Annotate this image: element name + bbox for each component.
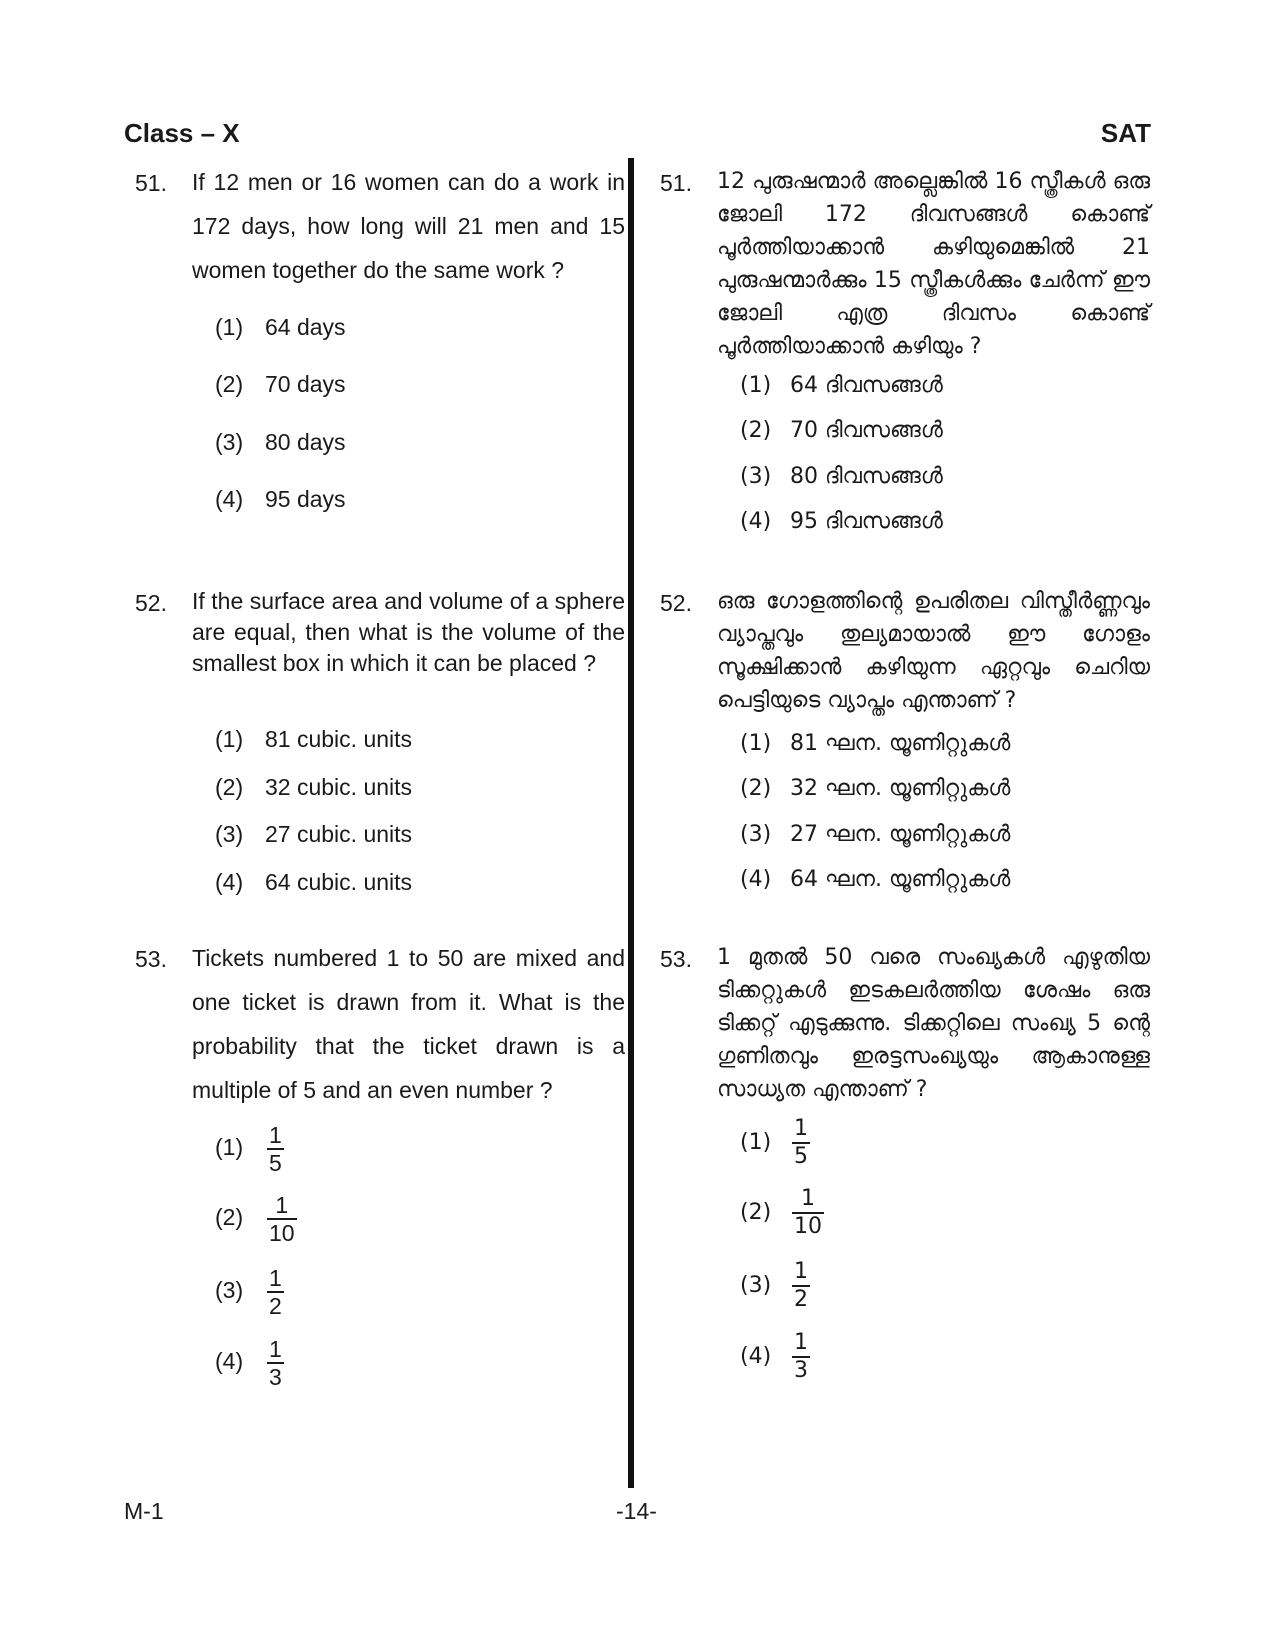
- question-text: If the surface area and volume of a sphere are equal, then what is the volume of the smallest box in which it can be placed ?: [192, 588, 625, 676]
- option-1[interactable]: (1) $\frac{1}{5}$: [740, 1116, 808, 1169]
- fraction: $\frac{1}{5}$: [794, 1116, 808, 1169]
- option-4[interactable]: (4) 64 cubic. units: [215, 869, 413, 895]
- option-4[interactable]: (4) 95 ദിവസങ്ങൾ: [740, 509, 943, 534]
- question-number: 52.: [135, 590, 167, 616]
- option-4[interactable]: (4) 95 days: [215, 486, 346, 512]
- question-number: 52.: [660, 590, 692, 616]
- question-number: 53.: [660, 946, 692, 972]
- option-4[interactable]: (4) $\frac{1}{3}$: [215, 1336, 282, 1390]
- column-divider: [628, 158, 634, 1488]
- option-1[interactable]: (1) $\frac{1}{5}$: [215, 1122, 282, 1176]
- option-2[interactable]: (2) 70 days: [215, 371, 346, 397]
- fraction: $\frac{1}{3}$: [269, 1336, 282, 1390]
- option-2[interactable]: (2) 32 cubic. units: [215, 774, 413, 800]
- exam-header: SAT: [1100, 118, 1151, 148]
- question-text: ഒരു ഗോളത്തിന്റെ ഉപരിതല വിസ്തീർണ്ണവും വ്യാപ്തവും തുല്യമായാൽ ഈ ഗോളം സൂക്ഷിക്കാൻ കഴിയുന്ന ഏറ്റവും ചെറിയ പെട്ടിയുടെ വ്യാപ്തം എന്താണ് ?: [717, 589, 1150, 713]
- paper-code: M-1: [124, 1498, 164, 1524]
- question-text: Tickets numbered 1 to 50 are mixed and one ticket is drawn from it. What is the probability that the ticket drawn is a multiple of 5 and an even number ?: [192, 945, 625, 1103]
- option-3[interactable]: (3) $\frac{1}{2}$: [740, 1259, 808, 1312]
- option-3[interactable]: (3) $\frac{1}{2}$: [215, 1265, 282, 1319]
- option-2[interactable]: (2) $\frac{1}{10}$: [215, 1192, 295, 1246]
- page-number: -14-: [616, 1498, 657, 1524]
- option-1[interactable]: (1) 64 ദിവസങ്ങൾ: [740, 373, 943, 398]
- question-text: 12 പുരുഷന്മാർ അല്ലെങ്കിൽ 16 സ്ത്രീകൾ ഒരു ജോലി 172 ദിവസങ്ങൾ കൊണ്ട് പൂർത്തിയാക്കാൻ കഴിയുമെങ്കിൽ 21 പുരുഷന്മാർക്കും 15 സ്ത്രീകൾക്കും ചേർന്ന് ഈ ജോലി എത്ര ദിവസം കൊണ്ട് പൂർത്തിയാക്കാൻ കഴിയും ?: [717, 169, 1150, 359]
- class-header: Class – X: [124, 118, 240, 148]
- question-text: If 12 men or 16 women can do a work in 172 days, how long will 21 men and 15 women together do the same work ?: [192, 169, 625, 283]
- option-2[interactable]: (2) 70 ദിവസങ്ങൾ: [740, 418, 943, 443]
- fraction: $\frac{1}{5}$: [269, 1122, 282, 1176]
- option-2[interactable]: (2) 32 ഘന. യൂണിറ്റുകൾ: [740, 776, 1011, 801]
- question-number: 53.: [135, 946, 167, 972]
- option-1[interactable]: (1) 64 days: [215, 314, 346, 340]
- option-1[interactable]: (1) 81 ഘന. യൂണിറ്റുകൾ: [740, 731, 1011, 756]
- fraction: $\frac{1}{10}$: [794, 1186, 822, 1239]
- option-2[interactable]: (2) $\frac{1}{10}$: [740, 1186, 822, 1239]
- fraction: $\frac{1}{2}$: [269, 1265, 282, 1319]
- question-text: 1 മുതൽ 50 വരെ സംഖ്യകൾ എഴുതിയ ടിക്കറ്റുകൾ ഇടകലർത്തിയ ശേഷം ഒരു ടിക്കറ്റ് എടുക്കുന്നു. ടിക്കറ്റിലെ സംഖ്യ 5 ന്റെ ഗുണിതവും ഇരട്ടസംഖ്യയും ആകാനുള്ള സാധ്യത എന്താണ് ?: [717, 945, 1150, 1102]
- question-number: 51.: [660, 170, 692, 196]
- fraction: $\frac{1}{3}$: [794, 1330, 808, 1383]
- option-3[interactable]: (3) 80 ദിവസങ്ങൾ: [740, 464, 943, 489]
- option-4[interactable]: (4) $\frac{1}{3}$: [740, 1330, 808, 1383]
- option-4[interactable]: (4) 64 ഘന. യൂണിറ്റുകൾ: [740, 867, 1011, 892]
- question-number: 51.: [135, 170, 167, 196]
- option-1[interactable]: (1) 81 cubic. units: [215, 726, 413, 752]
- fraction: $\frac{1}{2}$: [794, 1259, 808, 1312]
- option-3[interactable]: (3) 27 ഘന. യൂണിറ്റുകൾ: [740, 822, 1011, 847]
- option-3[interactable]: (3) 27 cubic. units: [215, 821, 413, 847]
- option-3[interactable]: (3) 80 days: [215, 429, 346, 455]
- fraction: $\frac{1}{10}$: [269, 1192, 295, 1246]
